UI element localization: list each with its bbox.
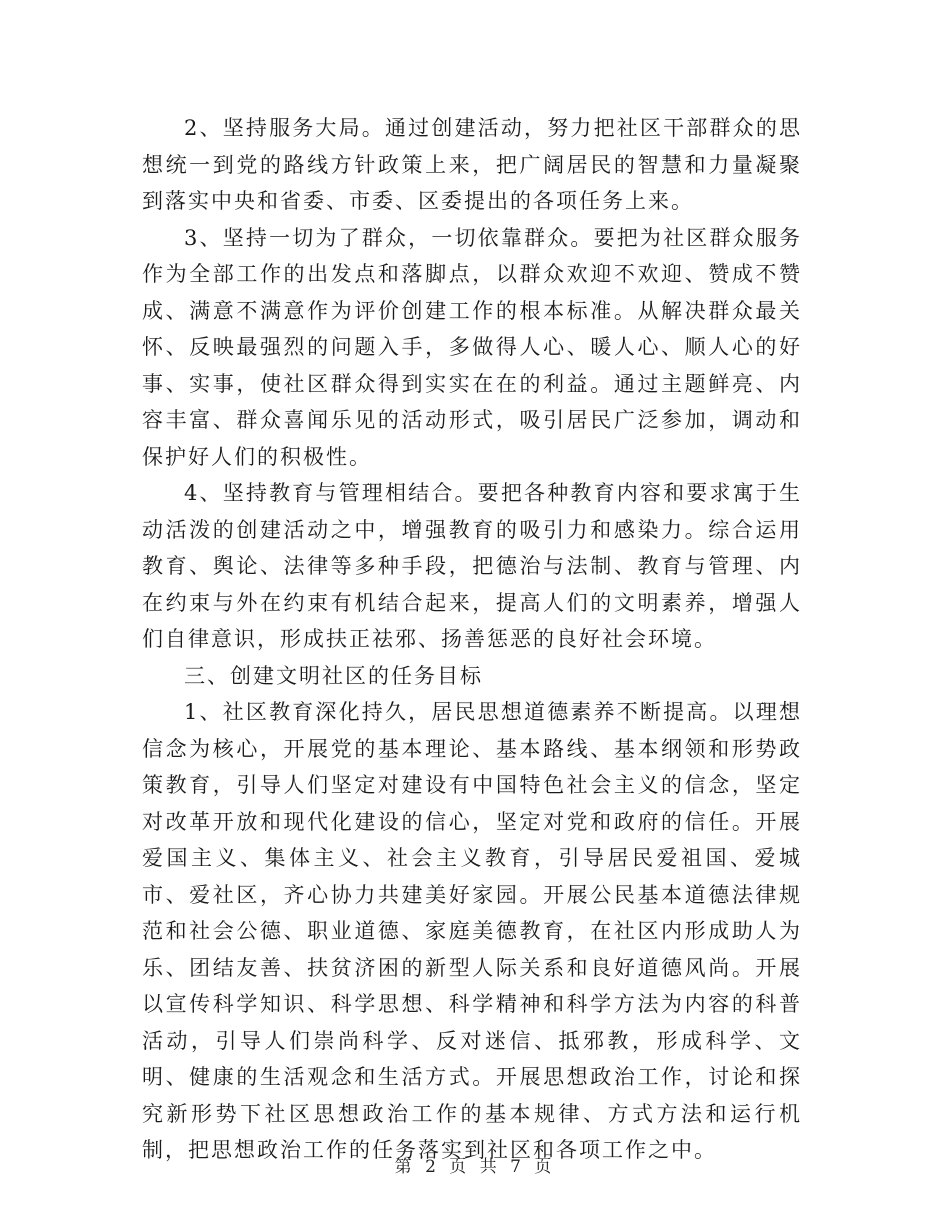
section-paragraph-1: 1、社区教育深化持久，居民思想道德素养不断提高。以理想信念为核心，开展党的基本理论、基本路线、基本纲领和形势政策教育，引导人们坚定对建设有中国特色社会主义的信念，坚定对改革开放和现代化建设的信心，坚定对党和政府的信任。开展爱国主义、集体主义、社会主义教育，引导居民爱祖国、爱城市、爱社区，齐心协力共建美好家园。开展公民基本道德法律规范和社会公德、职业道德、家庭美德教育，在社区内形成助人为乐、团结友善、扶贫济困的新型人际关系和良好道德风尚。开展以宣传科学知识、科学思想、科学精神和科学方法为内容的科普活动，引导人们崇尚科学、反对迷信、抵邪教，形成科学、文明、健康的生活观念和生活方式。开展思想政治工作，讨论和探究新形势下社区思想政治工作的基本规律、方式方法和运行机制，把思想政治工作的任务落实到社区和各项工作之中。 [142, 700, 802, 1162]
paragraph-item-4: 4、坚持教育与管理相结合。要把各种教育内容和要求寓于生动活泼的创建活动之中，增强教育的吸引力和感染力。综合运用教育、舆论、法律等多种手段，把德治与法制、教育与管理、内在约束与外在约束有机结合起来，提高人们的文明素养，增强人们自律意识，形成扶正祛邪、扬善惩恶的良好社会环境。 [142, 481, 802, 651]
page-number-footer: 第 2 页 共 7 页 [394, 1157, 556, 1177]
document-body [142, 110, 802, 1169]
paragraph-item-2: 2、坚持服务大局。通过创建活动，努力把社区干部群众的思想统一到党的路线方针政策上来，把广阔居民的智慧和力量凝聚到落实中央和省委、市委、区委提出的各项任务上来。 [142, 116, 802, 213]
section-heading: 三、创建文明社区的任务目标 [184, 663, 483, 688]
paragraph-item-3: 3、坚持一切为了群众，一切依靠群众。要把为社区群众服务作为全部工作的出发点和落脚点，以群众欢迎不欢迎、赞成不赞成、满意不满意作为评价创建工作的根本标准。从解决群众最关怀、反映最强烈的问题入手，多做得人心、暖人心、顺人心的好事、实事，使社区群众得到实实在在的利益。通过主题鲜亮、内容丰富、群众喜闻乐见的活动形式，吸引居民广泛参加，调动和保护好人们的积极性。 [142, 225, 802, 469]
